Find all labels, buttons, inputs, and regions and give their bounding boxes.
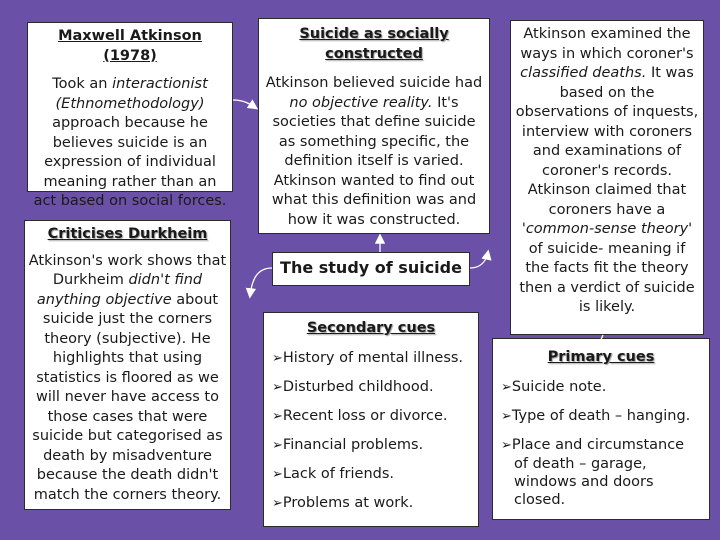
list-item: ➢Disturbed childhood. [272, 378, 434, 395]
arrow-bullet-icon: ➢ [272, 408, 283, 424]
social-text-2: It's societies that define suicide as something specific, the definition itself is varied. Atkinson wanted to find out what this definition was and how it was constructed. [271, 94, 477, 228]
primary-cues-list [501, 378, 701, 509]
list-item: ➢Financial problems. [272, 436, 424, 453]
study-of-suicide-box [272, 252, 470, 286]
list-item: ➢Type of death – hanging. [501, 407, 691, 424]
secondary-cues-title: Secondary cues [306, 320, 436, 336]
arrow-bullet-icon: ➢ [501, 437, 512, 453]
atkinson-text-emphasis-2: common-sense theory [525, 221, 689, 237]
list-item: ➢Suicide note. [501, 378, 607, 395]
durkheim-text-emphasis: didn't find anything objective [36, 272, 203, 308]
criticises-durkheim-title: Criticises Durkheim [47, 226, 208, 242]
primary-cues-title: Primary cues [547, 349, 655, 365]
list-item: ➢History of mental illness. [272, 349, 464, 366]
arrow-maxwell-to-social [233, 100, 256, 108]
maxwell-atkinson-box [27, 22, 233, 209]
social-text-emphasis: no objective reality. [289, 94, 433, 111]
arrow-bullet-icon: ➢ [272, 495, 283, 511]
list-item: ➢Place and circumstance of death – garage, windows and doors closed. [501, 436, 685, 508]
arrow-bullet-icon: ➢ [272, 350, 283, 366]
arrow-bullet-icon: ➢ [501, 408, 512, 424]
atkinson-examined-box [510, 20, 704, 335]
social-text-1: Atkinson believed suicide had [265, 75, 483, 91]
secondary-cues-box [263, 312, 479, 527]
maxwell-atkinson-title: Maxwell Atkinson (1978) [58, 28, 202, 64]
primary-cues-box [492, 338, 710, 520]
arrow-study-to-durkheim [250, 268, 272, 296]
atkinson-text-2: It was based on the observations of inquests, interview with coroners and examinations of coroner's records. Atkinson claimed that coroners have a ' [515, 65, 699, 237]
arrow-bullet-icon: ➢ [272, 437, 283, 453]
atkinson-text-3: ' of suicide- meaning if the facts fit the theory then a verdict of suicide is likely. [519, 221, 695, 315]
list-item: ➢Recent loss or divorce. [272, 407, 448, 424]
atkinson-text-emphasis-1: classified deaths. [520, 65, 647, 81]
secondary-cues-list [272, 349, 470, 514]
maxwell-text-2: approach because he believes suicide is an expression of individual meaning rather than an act based on social forces. [33, 115, 227, 209]
list-item: ➢Lack of friends. [272, 465, 395, 482]
arrow-bullet-icon: ➢ [501, 379, 512, 395]
criticises-durkheim-box [24, 220, 231, 510]
arrow-bullet-icon: ➢ [272, 466, 283, 482]
maxwell-text-1: Took an [52, 76, 113, 92]
atkinson-text-1: Atkinson examined the ways in which coroner's [520, 26, 694, 62]
arrow-bullet-icon: ➢ [272, 379, 283, 395]
list-item: ➢Problems at work. [272, 494, 414, 511]
study-of-suicide-label: The study of suicide [280, 258, 462, 277]
socially-constructed-title: Suicide as socially constructed [299, 26, 449, 62]
durkheim-text-2: about suicide just the corners theory (subjective). He highlights that using statistics is floored as we will never have access to those cases that were suicide but categorised as death by misadventure because the death didn't match the corners theory. [32, 291, 223, 503]
maxwell-text-emphasis: interactionist (Ethnomethodology) [55, 76, 208, 112]
durkheim-text-1: Atkinson's work shows that Durkheim [28, 252, 227, 288]
socially-constructed-box [258, 18, 490, 234]
arrow-study-to-atkinson [470, 252, 488, 268]
